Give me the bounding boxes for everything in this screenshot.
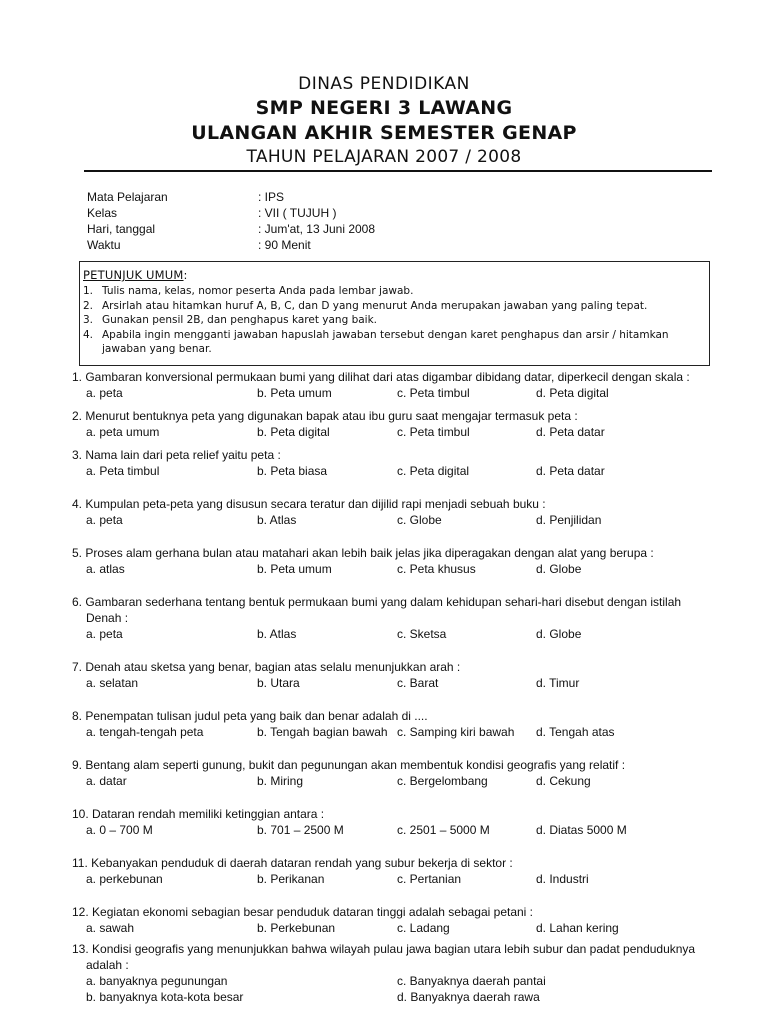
option-a: a. datar <box>86 774 127 788</box>
question-text: 7. Denah atau sketsa yang benar, bagian atas selalu menunjukkan arah : <box>72 660 461 674</box>
answer-options <box>72 424 712 440</box>
question-text: 9. Bentang alam seperti gunung, bukit dan pegunungan akan membentuk kondisi geografis yang relatif : <box>72 758 626 772</box>
info-value: : 90 Menit <box>258 238 311 252</box>
instruction-text: Apabila ingin mengganti jawaban hapuslah jawaban tersebut dengan karet penghapus dan arsir / hitamkan jawaban yang benar. <box>102 328 669 355</box>
answer-options <box>72 561 712 577</box>
option-b: b. 701 – 2500 M <box>257 823 344 837</box>
option-a: a. peta umum <box>86 425 160 439</box>
answer-options <box>72 626 712 642</box>
option-d: d. Tengah atas <box>536 725 615 739</box>
question-text: 10. Dataran rendah memiliki ketinggian antara : <box>72 807 325 821</box>
option-c: c. Peta khusus <box>397 562 476 576</box>
question-text: 2. Menurut bentuknya peta yang digunakan bapak atau ibu guru saat mengajar termasuk peta : <box>72 409 578 423</box>
option-b: b. Perkebunan <box>257 921 336 935</box>
info-label: Kelas <box>87 206 118 220</box>
question-text: 1. Gambaran konversional permukaan bumi yang dilihat dari atas digambar dibidang datar, diperkecil dengan skala : <box>72 370 690 384</box>
option-a: a. tengah-tengah peta <box>86 725 204 739</box>
instruction-number: 2. <box>83 299 94 312</box>
option-b: b. Perikanan <box>257 872 325 886</box>
answer-options <box>72 871 712 887</box>
question-text: 6. Gambaran sederhana tentang bentuk permukaan bumi yang dalam kehidupan sehari-hari disebut dengan istilah <box>72 595 682 609</box>
option-c: c. Samping kiri bawah <box>397 725 515 739</box>
option-c: c. Bergelombang <box>397 774 488 788</box>
question-4 <box>72 496 712 528</box>
option-b: b. Tengah bagian bawah <box>257 725 388 739</box>
option-c: c. Barat <box>397 676 439 690</box>
option-d: d. Globe <box>536 562 582 576</box>
question-13 <box>72 941 712 1005</box>
info-value: : Jum'at, 13 Juni 2008 <box>258 222 376 236</box>
option-c: c. 2501 – 5000 M <box>397 823 490 837</box>
instruction-number: 4. <box>83 328 94 341</box>
question-text-continued: Denah : <box>86 611 129 625</box>
option-b: b. Peta digital <box>257 425 330 439</box>
option-c: c. Peta digital <box>397 464 470 478</box>
header-exam-title: ULANGAN AKHIR SEMESTER GENAP <box>191 122 577 144</box>
instruction-text: Gunakan pensil 2B, dan penghapus karet yang baik. <box>102 314 378 326</box>
instruction-item <box>83 328 705 357</box>
info-label: Mata Pelajaran <box>87 190 168 204</box>
instruction-item <box>83 284 705 299</box>
option-c: c. Pertanian <box>397 872 462 886</box>
instruction-text: Tulis nama, kelas, nomor peserta Anda pada lembar jawab. <box>102 285 414 297</box>
question-11 <box>72 855 712 887</box>
option-d: d. Penjilidan <box>536 513 602 527</box>
info-value: : IPS <box>258 190 285 204</box>
info-row-date <box>87 221 487 237</box>
info-row-class <box>87 205 487 221</box>
option-d: d. Banyaknya daerah rawa <box>397 990 540 1004</box>
option-d: d. Lahan kering <box>536 921 619 935</box>
option-a: a. atlas <box>86 562 125 576</box>
answer-options-row-1 <box>72 973 712 989</box>
question-text: 8. Penempatan tulisan judul peta yang baik dan benar adalah di .... <box>72 709 428 723</box>
question-text-continued: adalah : <box>86 958 129 972</box>
instructions-list <box>83 284 705 357</box>
option-d: d. Globe <box>536 627 582 641</box>
option-d: d. Peta datar <box>536 464 605 478</box>
instructions-title-colon: : <box>183 268 188 282</box>
question-3 <box>72 447 712 479</box>
option-d: d. Peta digital <box>536 386 609 400</box>
option-c: c. Globe <box>397 513 442 527</box>
answer-options <box>72 920 712 936</box>
question-8 <box>72 708 712 740</box>
info-row-time <box>87 237 487 253</box>
instruction-number: 3. <box>83 314 94 326</box>
question-text: 11. Kebanyakan penduduk di daerah dataran rendah yang subur bekerja di sektor : <box>72 856 513 870</box>
question-6 <box>72 594 712 642</box>
header-agency: DINAS PENDIDIKAN <box>298 74 470 94</box>
option-a: a. 0 – 700 M <box>86 823 153 837</box>
answer-options <box>72 724 712 740</box>
option-c: c. Sketsa <box>397 627 447 641</box>
option-a: a. peta <box>86 627 123 641</box>
info-label: Waktu <box>87 238 121 252</box>
option-c: c. Banyaknya daerah pantai <box>397 974 546 988</box>
header-school-year: TAHUN PELAJARAN 2007 / 2008 <box>246 147 522 167</box>
option-a: a. peta <box>86 513 123 527</box>
instruction-item <box>83 299 705 314</box>
question-5 <box>72 545 712 577</box>
info-row-subject <box>87 189 487 205</box>
answer-options <box>72 773 712 789</box>
info-value: : VII ( TUJUH ) <box>258 206 337 220</box>
question-12 <box>72 904 712 936</box>
option-b: b. Peta biasa <box>257 464 328 478</box>
option-b: b. Atlas <box>257 627 297 641</box>
question-9 <box>72 757 712 789</box>
instructions-title-text: PETUNJUK UMUM <box>83 268 184 282</box>
answer-options <box>72 822 712 838</box>
question-7 <box>72 659 712 691</box>
option-a: a. selatan <box>86 676 139 690</box>
question-text: 5. Proses alam gerhana bulan atau matahari akan lebih baik jelas jika diperagakan dengan alat yang berupa : <box>72 546 654 560</box>
option-a: a. sawah <box>86 921 135 935</box>
header-divider <box>84 170 712 172</box>
answer-options <box>72 385 712 401</box>
option-a: a. peta <box>86 386 123 400</box>
header-school: SMP NEGERI 3 LAWANG <box>255 97 513 119</box>
option-b: b. Atlas <box>257 513 297 527</box>
question-2 <box>72 408 712 440</box>
answer-options <box>72 463 712 479</box>
option-b: b. Utara <box>257 676 300 690</box>
option-d: d. Peta datar <box>536 425 605 439</box>
question-10 <box>72 806 712 838</box>
option-a: a. perkebunan <box>86 872 163 886</box>
option-b: b. Peta umum <box>257 562 332 576</box>
info-label: Hari, tanggal <box>87 222 156 236</box>
option-a: a. Peta timbul <box>86 464 160 478</box>
answer-options <box>72 675 712 691</box>
option-d: d. Timur <box>536 676 580 690</box>
question-list <box>72 369 712 1005</box>
instruction-number: 1. <box>83 285 94 297</box>
option-b: b. Miring <box>257 774 304 788</box>
question-text: 12. Kegiatan ekonomi sebagian besar penduduk dataran tinggi adalah sebagai petani : <box>72 905 534 919</box>
question-text: 13. Kondisi geografis yang menunjukkan bahwa wilayah pulau jawa bagian utara lebih subur dan padat penduduknya <box>72 942 696 956</box>
instruction-item <box>83 313 705 328</box>
answer-options <box>72 512 712 528</box>
question-1 <box>72 369 712 401</box>
question-text: 4. Kumpulan peta-peta yang disusun secara teratur dan dijilid rapi menjadi sebuah buku : <box>72 497 546 511</box>
instructions-title <box>83 268 188 282</box>
answer-options-row-2 <box>72 989 712 1005</box>
option-d: d. Diatas 5000 M <box>536 823 627 837</box>
option-d: d. Industri <box>536 872 589 886</box>
instruction-text: Arsirlah atau hitamkan huruf A, B, C, dan D yang menurut Anda merupakan jawaban yang paling tepat. <box>102 299 648 312</box>
option-a: a. banyaknya pegunungan <box>86 974 228 988</box>
exam-info <box>87 189 487 253</box>
option-c: c. Peta timbul <box>397 386 470 400</box>
option-d: d. Cekung <box>536 774 591 788</box>
question-text: 3. Nama lain dari peta relief yaitu peta : <box>72 448 281 462</box>
option-c: c. Ladang <box>397 921 450 935</box>
option-b: b. banyaknya kota-kota besar <box>86 990 244 1004</box>
option-c: c. Peta timbul <box>397 425 470 439</box>
option-b: b. Peta umum <box>257 386 332 400</box>
